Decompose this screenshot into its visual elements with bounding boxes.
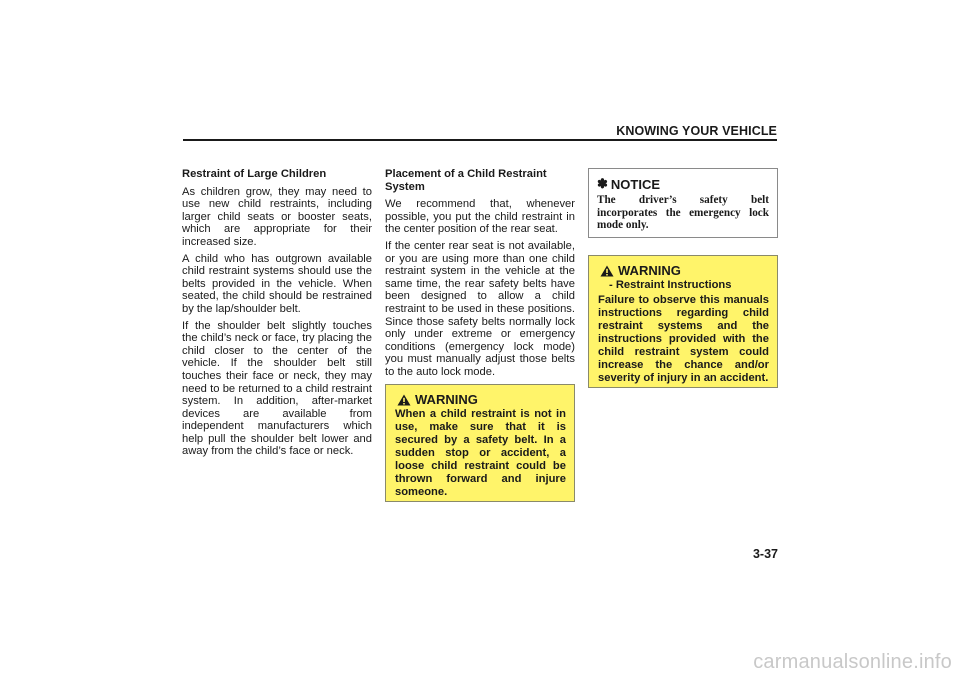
warning-title-text: WARNING bbox=[618, 263, 681, 278]
notice-star-icon: ✽ bbox=[597, 176, 608, 191]
warning-triangle-icon bbox=[600, 265, 614, 277]
paragraph: A child who has outgrown available child restraint systems should use the belts provided in the vehicle. When seated, the child should be restrained by the lap/shoulder belt. bbox=[182, 252, 372, 315]
warning-box-child-restraint bbox=[385, 384, 575, 502]
warning-subtitle: - Restraint Instructions bbox=[609, 279, 732, 291]
warning-title-text: WARNING bbox=[415, 392, 478, 407]
watermark-text: carmanualsonline.info bbox=[753, 651, 952, 673]
notice-text: The driver’s safety belt incorporates the emergency lock mode only. bbox=[597, 194, 769, 232]
paragraph: If the shoulder belt slightly touches the child’s neck or face, try placing the child closer to the center of the vehicle. If the shoulder belt still touches their face or neck, they may need to be returned to a child restraint system. In addition, after-market devices are available from independent manufacturers which help pull the shoulder belt lower and away from the child’s face or neck. bbox=[182, 319, 372, 458]
notice-title bbox=[597, 176, 769, 192]
notice-box bbox=[588, 168, 778, 238]
paragraph: If the center rear seat is not available, or you are using more than one child restraint system in the vehicle at the same time, the rear safety belts have been designed to allow a child restraint to be used in these positions. Since those safety belts normally lock only under extreme or emergency conditions (emergency lock mode) you must manually adjust those belts to the auto lock mode. bbox=[385, 239, 575, 378]
warning-box-restraint-instructions bbox=[588, 255, 778, 388]
warning-triangle-icon bbox=[397, 394, 411, 406]
column-placement bbox=[385, 168, 575, 383]
warning-text: When a child restraint is not in use, make sure that it is secured by a safety belt. In a sudden stop or accident, a loose child restraint could be thrown forward and injure someone. bbox=[395, 408, 566, 498]
section-header-title: KNOWING YOUR VEHICLE bbox=[616, 124, 777, 138]
paragraph: As children grow, they may need to use new child restraints, including larger child seats or booster seats, which are appropriate for their increased size. bbox=[182, 185, 372, 248]
heading-placement: Placement of a Child Restraint System bbox=[385, 168, 547, 193]
paragraph: We recommend that, whenever possible, you put the child restraint in the center position of the rear seat. bbox=[385, 198, 575, 236]
warning-title bbox=[395, 393, 566, 406]
page-number: 3-37 bbox=[752, 547, 778, 561]
notice-title-text: NOTICE bbox=[610, 176, 661, 192]
column-large-children bbox=[182, 168, 372, 462]
warning-text: Failure to observe this manuals instructions regarding child restraint systems and the instructions provided with the child restraint system could increase the chance and/or severity of injury in an accident. bbox=[598, 294, 769, 384]
warning-title bbox=[598, 264, 769, 277]
header-rule bbox=[183, 139, 777, 141]
heading-large-children: Restraint of Large Children bbox=[182, 168, 327, 180]
